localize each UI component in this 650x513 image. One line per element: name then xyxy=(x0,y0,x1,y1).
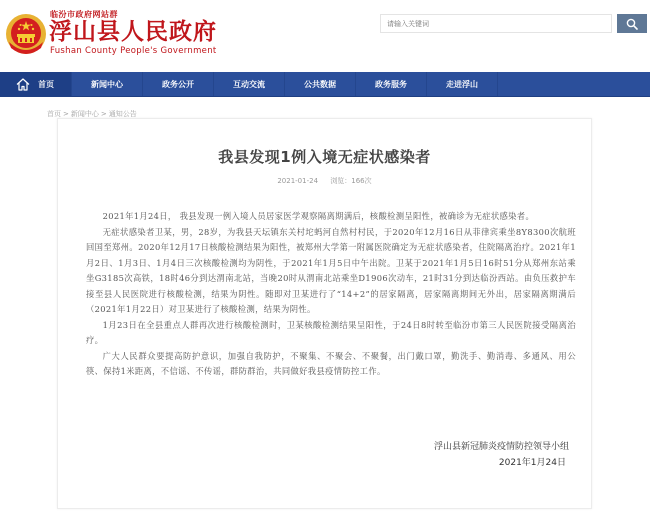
publish-date: 2021-01-24 xyxy=(277,177,319,185)
nav-item-news-center[interactable]: 新闻中心 xyxy=(72,72,143,96)
site-title-english: Fushan County People's Government xyxy=(50,46,217,56)
nav-item-interaction[interactable]: 互动交流 xyxy=(214,72,285,96)
site-header xyxy=(0,0,650,70)
article-card xyxy=(57,118,592,509)
signature-organization: 浮山县新冠肺炎疫情防控领导小组 xyxy=(433,442,569,452)
nav-item-home[interactable] xyxy=(0,72,72,96)
breadcrumb-separator: > xyxy=(63,110,69,118)
search-icon xyxy=(626,18,638,30)
site-group-label: 临汾市政府网站群 xyxy=(50,10,118,19)
nav-item-government-affairs[interactable]: 政务公开 xyxy=(143,72,214,96)
article-title: 我县发现1例入境无症状感染者 xyxy=(218,148,431,166)
view-count: 浏览：166次 xyxy=(330,177,372,185)
search-button[interactable] xyxy=(617,14,647,33)
article-paragraph: 无症状感染者卫某，男，28岁，为我县天坛镇东关村坨蚂河自然村村民，于2020年12月16日从菲律宾乘坐8Y8300次航班回国至郑州。2020年12月17日核酸检测结果为阳性，被郑州大学第一附属医院确定为无症状感染者，住院隔离治疗。2021年1月2日、1月3日、1月4日三次核酸检测均为阴性，于2021年1月5日中午出院。卫某于2021年1月5日16时51分从郑州东站乘坐G3185次高铁，18时46分到达渭南北站，当晚20时从渭南北站乘坐D1906次动车，21时31分到达临汾西站。由负压救护车接至县人民医院进行核酸检测，结果为阴性。随即对卫某进行了“14+2”的居家隔离，居家隔离期间无外出，居家隔离期满后（2021年1月22日）对卫某进行了核酸检测，结果为阴性。 xyxy=(86,226,576,314)
signature-date: 2021年1月24日 xyxy=(498,458,566,468)
breadcrumb-home[interactable]: 首页 xyxy=(47,110,61,118)
search-input[interactable] xyxy=(380,14,612,33)
nav-item-about-fushan[interactable]: 走进浮山 xyxy=(427,72,498,96)
article-signature xyxy=(434,439,569,471)
breadcrumb-notices[interactable]: 通知公告 xyxy=(108,110,137,118)
home-icon xyxy=(16,78,30,91)
article-meta xyxy=(58,176,591,186)
nav-item-government-services[interactable]: 政务服务 xyxy=(356,72,427,96)
article-paragraph: 广大人民群众要提高防护意识，加强自我防护，不聚集、不聚会、不聚餐，出门戴口罩，勤洗手、勤消毒、多通风、用公筷、保持1米距离，不信谣、不传谣，群防群治，共同做好我县疫情防控工作。 xyxy=(86,350,576,376)
site-title[interactable]: 浮山县人民政府 xyxy=(49,18,217,45)
article-paragraph: 2021年1月24日， 我县发现一例入境人员居家医学观察隔离期满后，核酸检测呈阳性，被确诊为无症状感染者。 xyxy=(102,211,535,221)
national-emblem-icon[interactable] xyxy=(5,12,47,56)
article-paragraph: 1月23日在全县重点人群再次进行核酸检测时，卫某核酸检测结果呈阳性，于24日8时转至临汾市第三人民医院接受隔离治疗。 xyxy=(86,319,576,345)
main-nav xyxy=(0,72,650,97)
breadcrumb-separator: > xyxy=(100,110,107,118)
nav-item-public-data[interactable]: 公共数据 xyxy=(285,72,356,96)
nav-item-label: 首页 xyxy=(38,79,54,89)
breadcrumb-news-center[interactable]: 新闻中心 xyxy=(70,110,99,118)
article-body xyxy=(86,209,576,380)
